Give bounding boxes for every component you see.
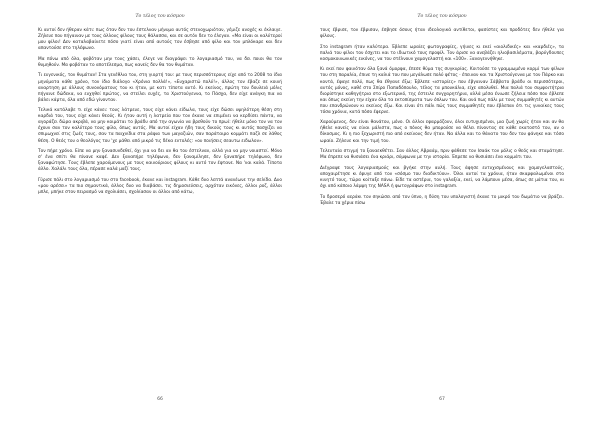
paragraph: Τελικά κατάλαβε τι είχε κάνει: τους λάτρευε, τους είχε κάνει είδωλα, τους είχε δώσει υψηλότερη θέση στη καρδιά του, τους είχε κάνει θεούς. Κι ήταν αυτή η λατρεία που τον έκανε να επιμένει να κερδίσει πάντα, να αγοράζει δώρα ακριβά, να μην κοιμάται το βράδυ από την αγωνία να βρεθούν το πρωί: ήθελε μόνο τον να τον έχουν σαν τον καλύτερο τους φίλο, όπως αυτός. Μα αυτοί είχαν ήδη τους δικούς τους κι αυτός πασχίζει να σπιμωχνεί στις ζωές τους, σαν τα παιχνίδια στα ράφια των μαγαζιών, σαν παράταιρο κομμάτι παζλ σε λάθος θέση. Ο θεός του ο θεολόγος του 'χε μάθει από μικρό τις δέκα εντολές: «ου ποιήσεις σεαυτω ειδωλον».	[38, 108, 282, 144]
left-page-body	[38, 28, 282, 196]
paragraph: Τι ευγενικός, τον θυμόταν! Στα γενέθλια του, στη γιορτή του: με τους περισσότερους είχε από το 2008 τα ίδια μηνύματα κάθε χρόνο, τον ίδιο διάλογο «Χρόνια πολλά!», «Ευχαριστώ πολύ!», άλλος τον έβαζε σε κοινή αναρτηση με άλλους συνονόματους του κι ήταν, με κατι τίποτα αυτό. Κι εκείνος, πρώτη του δουλειά μόλις πήγαινε δώδεκα, να ευχηθεί πρώτος, να στείλει ευχές, τα Χριστούγεννα, το Πάσχα, δεν είχε ανάγκη πια να βάλει κάρτα, όλα από εδώ γίνονταν.	[38, 73, 282, 103]
paragraph: Διέγραψε τους λογαριασμούς και βγήκε στην αυλή. Τους άφησε ευτυχισμένους και χαμογελαστούς, αποχαιρέτησε κι έφυγε από τον «σόσμο του διαδικτύου». Όλοι αυτοί τα χρόνια, ήταν σκαρφαλωμένοι στο κινητό τους, τώρα κοίταξε πάνω. Είδε τα αστέρια, τον γαλαξία, εκεί, να λάμπουν μέσα, όπως σε μάτια του, κι όχι από κάποιο λάμψη της NASA ή φωτογράφων στο instagram.	[320, 165, 564, 189]
paragraph: Γύρισε πάλι στο λογαριασμό του στο facebook, έκανε και instagram. Κάθε δυο λεπτά ανανέωνε την σελίδα. Δυο «μου αρέσει» τα πιο σημαντικά, άλλος δυο να διαβάσει. τις δημοσιεύσεις, αρχόταν εικόνες, άλλοι ροζ, άλλοι μπλε, μπήκε στον πειρασμό να σχολιάσει, σχολίασαν οι άλλοι από κάτω,	[38, 177, 282, 196]
paragraph: Στο instagram ήταν καλύτερα. Έβλεπε ωραίες φωτογραφίες, γήινες κι εκεί «αιολιδικές» και «καρδιές», τα παλιά του φίλοι τον έσχιτει και το ιδιωτικό τους προφίλ. Τον άρισε να ανεβάζει ηλιοβασιλέματα, βαρύγδουπες κοσμοκοινωνικές εικόνες, να του στέλνουν χαμογελαστή και «100». Ξαναγεννήθηκε.	[320, 44, 564, 62]
paragraph: Τελευταία στιγμή το ξαναεκθέτει. Σαν άλλος Αβραάμ, πριν φάθεσε τον Ισαάκ τον μόλις ο θεός και σταμάτησε. Μα έπρεπε να θυσιάσει ένα κριάρι, σύμφωνα με την ιστορία. Έπρεπε να θυσιάσει ένα κομμάτι του.	[320, 149, 564, 161]
paragraph: Κι αυτοί δεν ήθεραν κάτι: πως όταν δεν του έστελναν μήνυμα αυτός στενοχωριόταν, γέμιζε ανοχές κι έκλαιγε. Ζήλευε που πήγαιναν με τους άλλους φίλους τους θάλασσα, και σε αυτόν δεν το έλεγαν. «Μα είναι οι καλύτεροί μου φίλοι! Δεν καταλαβαίνετε πόσο γιατί είναι από αυτούς τον έσβησε από φίλο και τον μπλόκαρε και δεν απαντούσε στο τηλέφωνο.	[38, 28, 282, 52]
page-number-left: 66	[157, 397, 163, 402]
paragraph: Μα πόνω από όλα, φοβόταν μην τους χάσει, έλεγε να διαγράψει το λογαριασμό του, να δει ποιοι θα τον θυμηθούν. Μα φοβόταν το αποτέλεσμα, πως κανείς δεν θα τον θυμόταν.	[38, 56, 282, 68]
paragraph: τους έβρισε, τον έβρισαν, έσβησε όσους ήταν ιδεολογικά αντίθετοι, φασίστες και προδότες δεν ήθελε για φίλους.	[320, 28, 564, 40]
page-number-right: 67	[439, 397, 445, 402]
running-head-right: Το τέλος του κόσμου	[417, 14, 467, 19]
right-page	[300, 0, 600, 424]
paragraph: Το δροσερό αεράκι τον σηκώσει από τον ύπνο, η δύση του υπολογιστή έκανε το μικρό του δωμάτιο να βράζει. Έβαλε τα χέρια πίσω	[320, 194, 564, 206]
paragraph: Τον πήρε χρόνο. Είπε να μην ξανασυνδεθεί, όχι για να δει αν θα του έστελναν, αλλά για να μην νοιαστεί. Μόνο σ' ένα σπίτι θα πίνανε καφέ. Δεν ξαναπήρε τηλέφωνο, δεν ξαναμίλησε, δεν ξαναπήρε τηλέφωνο, δεν ξαναφώτησε. Τους έβλεπε χαρούμενους με τους καινούριους φίλους κι αυτό τον έφτανε. Να 'ναι καλά. Τίποτα άλλο. Χαλάλι τους όλα, πέρασε καλά μαζί τους.	[38, 149, 282, 173]
paragraph: Χαρούμενος, δεν είναι θανάτου, μόνο. Οι άλλοι εφαρμόζουν, όλοι ευτυχισμένοι, μια ζωή χωρίς ήταν και αν θα ήθελε κανείς να είναι μάλιστα, πως ο πόνος θα μπορούσε να θέλει πίνοντας σε κάθε εκατοστό του, αν ο δίκοσμος. Κι η πιο ξεχωριστή πιο από εκείνους δεν ήταν. Να άλλα και το θάνατο του δεν του φάνηκε και τόσο ωραίο. Ζήλευε και την τιμή του.	[320, 120, 564, 144]
running-head-left: Το τέλος του κόσμου	[135, 14, 185, 19]
right-page-body	[320, 28, 564, 207]
paragraph: Κι εκεί που φαινόταν όλα ξανά όμορφα, έπεσε θύμα της συγκυρίας. Κοιτούσε το γραμμωμένο κορμί των φίλων του στη παραλία, έπινε τη καλιά του που μεγάλωσε πολύ φέτος · έπειναν και τα Χριστούγεννα με τον Πάρκο και κοντά, έφαγε πολύ, πως θα έθγανε έξω; Έβλεπε «ιστορίες» που έβγαιναν Σάββατο βράδυ οι περισσότεροι, αυτός μόνος, καθέ στο Σπίρο Παπαδόπουλο, τέλος τα μπουκάλια, είχε απολυθεί. Μια παλιά του συμφοιτήτρια διορίστηκε καθηγήτρια στο εξωτερικό, της έστειλε συγχαρητήρια, αλλά μέσα ένιωσε ζήλεια πόσο που έβλεπε και όπως εκείνη την είχαν όλα τα εκτοπίσματα των όπλων του. Και ανά πως πάλι με τους συμμαθητές κι αυτών που επανδρώνουν κι εκείνος έξω. Και είναι ότι πάλι πώς τους συμμαθητές που έβλεπαν ότι τις γυναίκες τους τόσα χρόνια, κατά πόσο έφερνε.	[320, 67, 564, 115]
